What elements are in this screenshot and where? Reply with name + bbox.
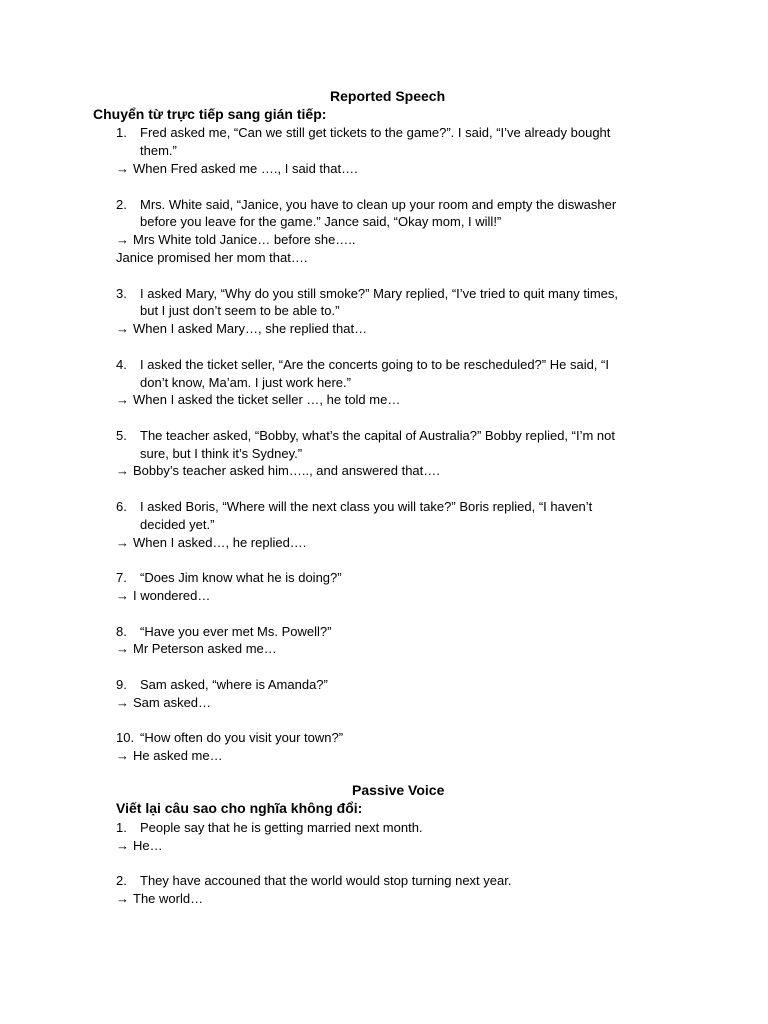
answer-line	[116, 837, 163, 854]
answer-line	[116, 694, 211, 711]
item-number: 5.	[116, 428, 127, 443]
item-text-continued: don’t know, Ma’am. I just work here.”	[140, 375, 351, 390]
answer-line	[116, 587, 210, 604]
list-item	[116, 124, 610, 141]
answer-line	[116, 320, 367, 337]
answer-line	[116, 534, 306, 551]
answer-line	[116, 640, 277, 657]
arrow-icon: →	[116, 641, 129, 656]
item-number: 8.	[116, 624, 127, 639]
answer-text: He asked me…	[133, 748, 223, 763]
answer-text: When Fred asked me …., I said that….	[133, 161, 358, 176]
item-text: They have accouned that the world would stop turning next year.	[140, 873, 512, 888]
item-number: 3.	[116, 286, 127, 301]
item-number: 1.	[116, 820, 127, 835]
passive-voice-instruction: Viết lại câu sao cho nghĩa không đổi:	[116, 800, 363, 816]
arrow-icon: →	[116, 321, 129, 336]
list-item	[116, 498, 592, 515]
item-number: 1.	[116, 125, 127, 140]
arrow-icon: →	[116, 392, 129, 407]
item-text-continued: sure, but I think it’s Sydney.”	[140, 446, 303, 461]
answer-line	[116, 231, 356, 248]
item-text: “Does Jim know what he is doing?”	[140, 570, 342, 585]
arrow-icon: →	[116, 695, 129, 710]
item-number: 6.	[116, 499, 127, 514]
answer-line	[116, 160, 358, 177]
item-text-continued: decided yet.”	[140, 517, 215, 532]
item-number: 2.	[116, 873, 127, 888]
list-item	[116, 676, 328, 693]
arrow-icon: →	[116, 535, 129, 550]
answer-text: Mrs White told Janice… before she…..	[133, 232, 356, 247]
arrow-icon: →	[116, 838, 129, 853]
answer-line	[116, 462, 440, 479]
reported-speech-title: Reported Speech	[330, 88, 446, 104]
item-text: I asked the ticket seller, “Are the concerts going to to be rescheduled?” He said, “I	[140, 357, 609, 372]
passive-voice-title: Passive Voice	[352, 782, 445, 798]
item-number: 2.	[116, 197, 127, 212]
item-text: Sam asked, “where is Amanda?”	[140, 677, 328, 692]
arrow-icon: →	[116, 891, 129, 906]
answer-text: The world…	[133, 891, 204, 906]
answer-text: Sam asked…	[133, 695, 212, 710]
item-number: 9.	[116, 677, 127, 692]
list-item	[116, 285, 618, 302]
item-text-continued: but I just don’t seem to be able to.”	[140, 303, 340, 318]
arrow-icon: →	[116, 588, 129, 603]
item-text: I asked Mary, “Why do you still smoke?” Mary replied, “I’ve tried to quit many times,	[140, 286, 619, 301]
answer-text: He…	[133, 838, 163, 853]
arrow-icon: →	[116, 232, 129, 247]
arrow-icon: →	[116, 748, 129, 763]
answer-text: When I asked the ticket seller …, he told me…	[133, 392, 401, 407]
answer-text: Bobby’s teacher asked him….., and answered that….	[133, 463, 440, 478]
item-text-continued: them.”	[140, 143, 177, 158]
list-item	[116, 196, 616, 213]
list-item	[116, 569, 342, 586]
list-item	[116, 872, 511, 889]
item-text-continued: before you leave for the game.” Jance said, “Okay mom, I will!”	[140, 214, 502, 229]
answer-extra-line: Janice promised her mom that….	[116, 250, 308, 265]
list-item	[116, 623, 331, 640]
item-text: Fred asked me, “Can we still get tickets to the game?”. I said, “I’ve already bought	[140, 125, 611, 140]
list-item	[116, 427, 615, 444]
item-text: The teacher asked, “Bobby, what’s the capital of Australia?” Bobby replied, “I’m not	[140, 428, 615, 443]
list-item	[116, 819, 423, 836]
answer-text: I wondered…	[133, 588, 211, 603]
item-text: People say that he is getting married next month.	[140, 820, 423, 835]
answer-line	[116, 747, 223, 764]
list-item	[116, 356, 609, 373]
item-text: Mrs. White said, “Janice, you have to clean up your room and empty the diswasher	[140, 197, 617, 212]
answer-text: When I asked Mary…, she replied that…	[133, 321, 368, 336]
item-number: 10.	[116, 730, 135, 745]
item-text: “How often do you visit your town?”	[140, 730, 344, 745]
answer-line	[116, 391, 400, 408]
answer-text: When I asked…, he replied….	[133, 535, 307, 550]
reported-speech-instruction: Chuyển từ trực tiếp sang gián tiếp:	[93, 106, 327, 122]
answer-line	[116, 890, 203, 907]
arrow-icon: →	[116, 161, 129, 176]
item-text: I asked Boris, “Where will the next class you will take?” Boris replied, “I haven’t	[140, 499, 593, 514]
answer-text: Mr Peterson asked me…	[133, 641, 277, 656]
arrow-icon: →	[116, 463, 129, 478]
item-number: 7.	[116, 570, 127, 585]
item-number: 4.	[116, 357, 127, 372]
item-text: “Have you ever met Ms. Powell?”	[140, 624, 332, 639]
list-item	[116, 729, 343, 746]
